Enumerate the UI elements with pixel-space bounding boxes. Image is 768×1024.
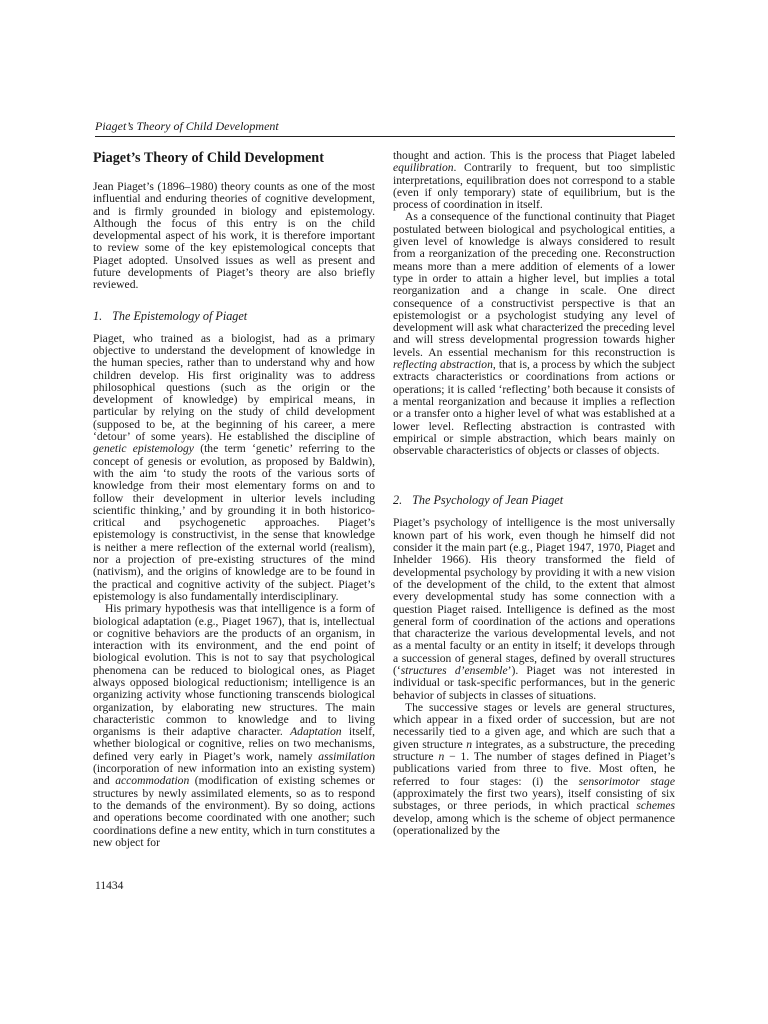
text-run: Piaget, who trained as a biologist, had as a primary objective to understand the development of knowledge in the human species, rather than to understand why and how children develop. His first originality was to address philosophical questions (such as the origin or the development of knowledge) by empirical means, in particular by relying on the study of child development (supposed to be, at the beginning of his career, a mere ‘detour’ of some years). He established the discipline of [93, 331, 375, 444]
text-run: . Contrarily to frequent, but too simplistic interpretations, equilibration does not correspond to a stable (even if only temporary) state of equilibrium, but is the process of coordination in itself. [393, 161, 675, 212]
italic-term: accommodation [115, 774, 190, 788]
italic-term: equilibration [393, 161, 454, 175]
section-1-number: 1. [93, 308, 103, 323]
text-run: (modification of existing schemes or structures by newly assimilated elements, so as to respond to the demands of the environment). By so doing, actions and operations become coordinated with one another; such coordinations define a new entity, which in turn constitutes a new object for [93, 774, 376, 849]
text-run: His primary hypothesis was that intelligence is a form of biological adaptation (e.g., Piaget 1967), that is, intellectual or cognitive behaviors are the products of an organism, in interaction with its environment, and the end point of biological evolution. This is not to say that psychological phenomena can be reduced to biological ones, as Piaget always opposed biological reductionism; intelligence is an organizing activity whose functioning transcends biological organization, by elaborating new structures. The main characteristic common to knowledge and to living organisms is their adaptive character. [93, 602, 375, 739]
section-1-paragraph-2 [93, 603, 375, 849]
italic-term: n [466, 737, 473, 751]
italic-term: reflecting abstraction [393, 358, 493, 372]
italic-term: n [438, 750, 445, 764]
italic-term: assimilation [318, 749, 375, 763]
italic-term: Adaptation [290, 725, 342, 739]
text-run: integrates, as a substructure, the preceding structure [393, 737, 675, 764]
text-run: ’). Piaget was not interested in individual or task-specific performances, but in the generic behavior of subjects in classes of situations. [393, 663, 675, 702]
section-2-paragraph-2 [393, 702, 675, 837]
intro-paragraph: Jean Piaget’s (1896–1980) theory counts as one of the most influential and enduring theories of cognitive development, and is firmly grounded in biology and epistemology. Although the focus of this entry is on the child developmental aspect of his work, it is therefore important to review some of the key epistemological concepts that Piaget adopted. Unsolved issues as well as present and future developments of Piaget’s theory are also briefly reviewed. [93, 180, 375, 292]
header-rule [95, 136, 675, 137]
text-run: , that is, a process by which the subject extracts characteristics or coordinations from actions or operations; it is called ‘reflecting’ both because it consists of a mental reorganization and because it implies a reflection or a transfer onto a higher level of what was established at a lower level. Reflecting abstraction is contrasted with empirical or simple abstraction, which bears mainly on observable characteristics of objects or classes of objects. [393, 358, 676, 458]
text-run: thought and action. This is the process that Piaget labeled [393, 149, 675, 162]
italic-term: schemes [636, 799, 675, 813]
page-number: 11434 [95, 880, 124, 892]
section-1-heading [93, 309, 375, 323]
text-run: As a consequence of the functional continuity that Piaget postulated between biological and psychological entities, a given level of knowledge is always considered to result from a reorganization of the preceding one. Reconstruction means more than a mere addition of elements of a lower type in order to attain a higher level, but implies a total reorganization and a change in scale. One direct consequence of a constructivist perspective is that an epistemologist or a psychologist studying any level of development will ask what characterized the preceding level and will stress developmental progression towards higher levels. An essential mechanism for this reconstruction is [393, 210, 675, 359]
section-1-paragraph-3 [393, 211, 675, 457]
section-2-number: 2. [393, 493, 403, 508]
section-1-paragraph-2-cont [393, 150, 675, 211]
italic-term: sensorimotor stage [578, 774, 675, 788]
left-column [93, 150, 375, 849]
section-1-title: The Epistemology of Piaget [112, 308, 248, 323]
italic-term: structures d’ensemble [400, 663, 508, 677]
text-run: develop, among which is the scheme of object permanence (operationalized by the [393, 811, 675, 837]
section-2-paragraph-1 [393, 517, 675, 701]
text-run: (the term ‘genetic’ referring to the concept of genesis or evolution, as proposed by Baldwin), with the aim ‘to study the roots of the various sorts of knowledge from their most elementary forms on and to follow their development in ulterior levels including scientific thinking,’ and by grounding it in both historico-critical and psychogenetic approaches. Piaget’s epistemology is constructivist, in the sense that knowledge is neither a mere reflection of the external world (realism), nor a projection of pre-existing structures of the mind (nativism), and the origins of knowledge are to be found in the practical and cognitive activity of the subject. Piaget’s epistemology is also fundamentally interdisciplinary. [93, 442, 375, 603]
running-head: Piaget’s Theory of Child Development [95, 119, 279, 133]
section-2-heading [393, 493, 675, 507]
section-2-title: The Psychology of Jean Piaget [412, 493, 564, 508]
right-column [393, 150, 675, 837]
text-run: (approximately the first two years), itself consisting of six substages, or three periods, in which practical [393, 786, 675, 813]
text-run: The successive stages or levels are general structures, which appear in a fixed order of succession, but are not necessarily tied to a given age, and which are such that a given structure [393, 700, 675, 751]
article-title: Piaget’s Theory of Child Development [93, 150, 324, 166]
italic-term: genetic epistemology [93, 442, 194, 456]
section-1-paragraph-1 [93, 333, 375, 604]
text-run: (incorporation of new information into an existing system) and [93, 762, 375, 788]
text-run: Piaget’s psychology of intelligence is the most universally known part of his work, even though he himself did not consider it the main part (e.g., Piaget 1947, 1970, Piaget and Inhelder 1966). His theory transformed the field of developmental psychology by providing it with a new vision of the development of the child, to the extent that almost every developmental study has some connection with a question Piaget raised. Intelligence is defined as the most general form of coordination of the actions and operations that characterize the various developmental levels, and not as a mental faculty or an entity in itself; it develops through a succession of general stages, defined by overall structures (‘ [393, 516, 675, 677]
text-run: − 1. The number of stages defined in Piaget’s publications varied from three to five. Most often, he referred to four stages: (i) the [393, 750, 675, 788]
text-run: itself, whether biological or cognitive, relies on two mechanisms, defined very early in Piaget’s work, namely [93, 725, 375, 763]
